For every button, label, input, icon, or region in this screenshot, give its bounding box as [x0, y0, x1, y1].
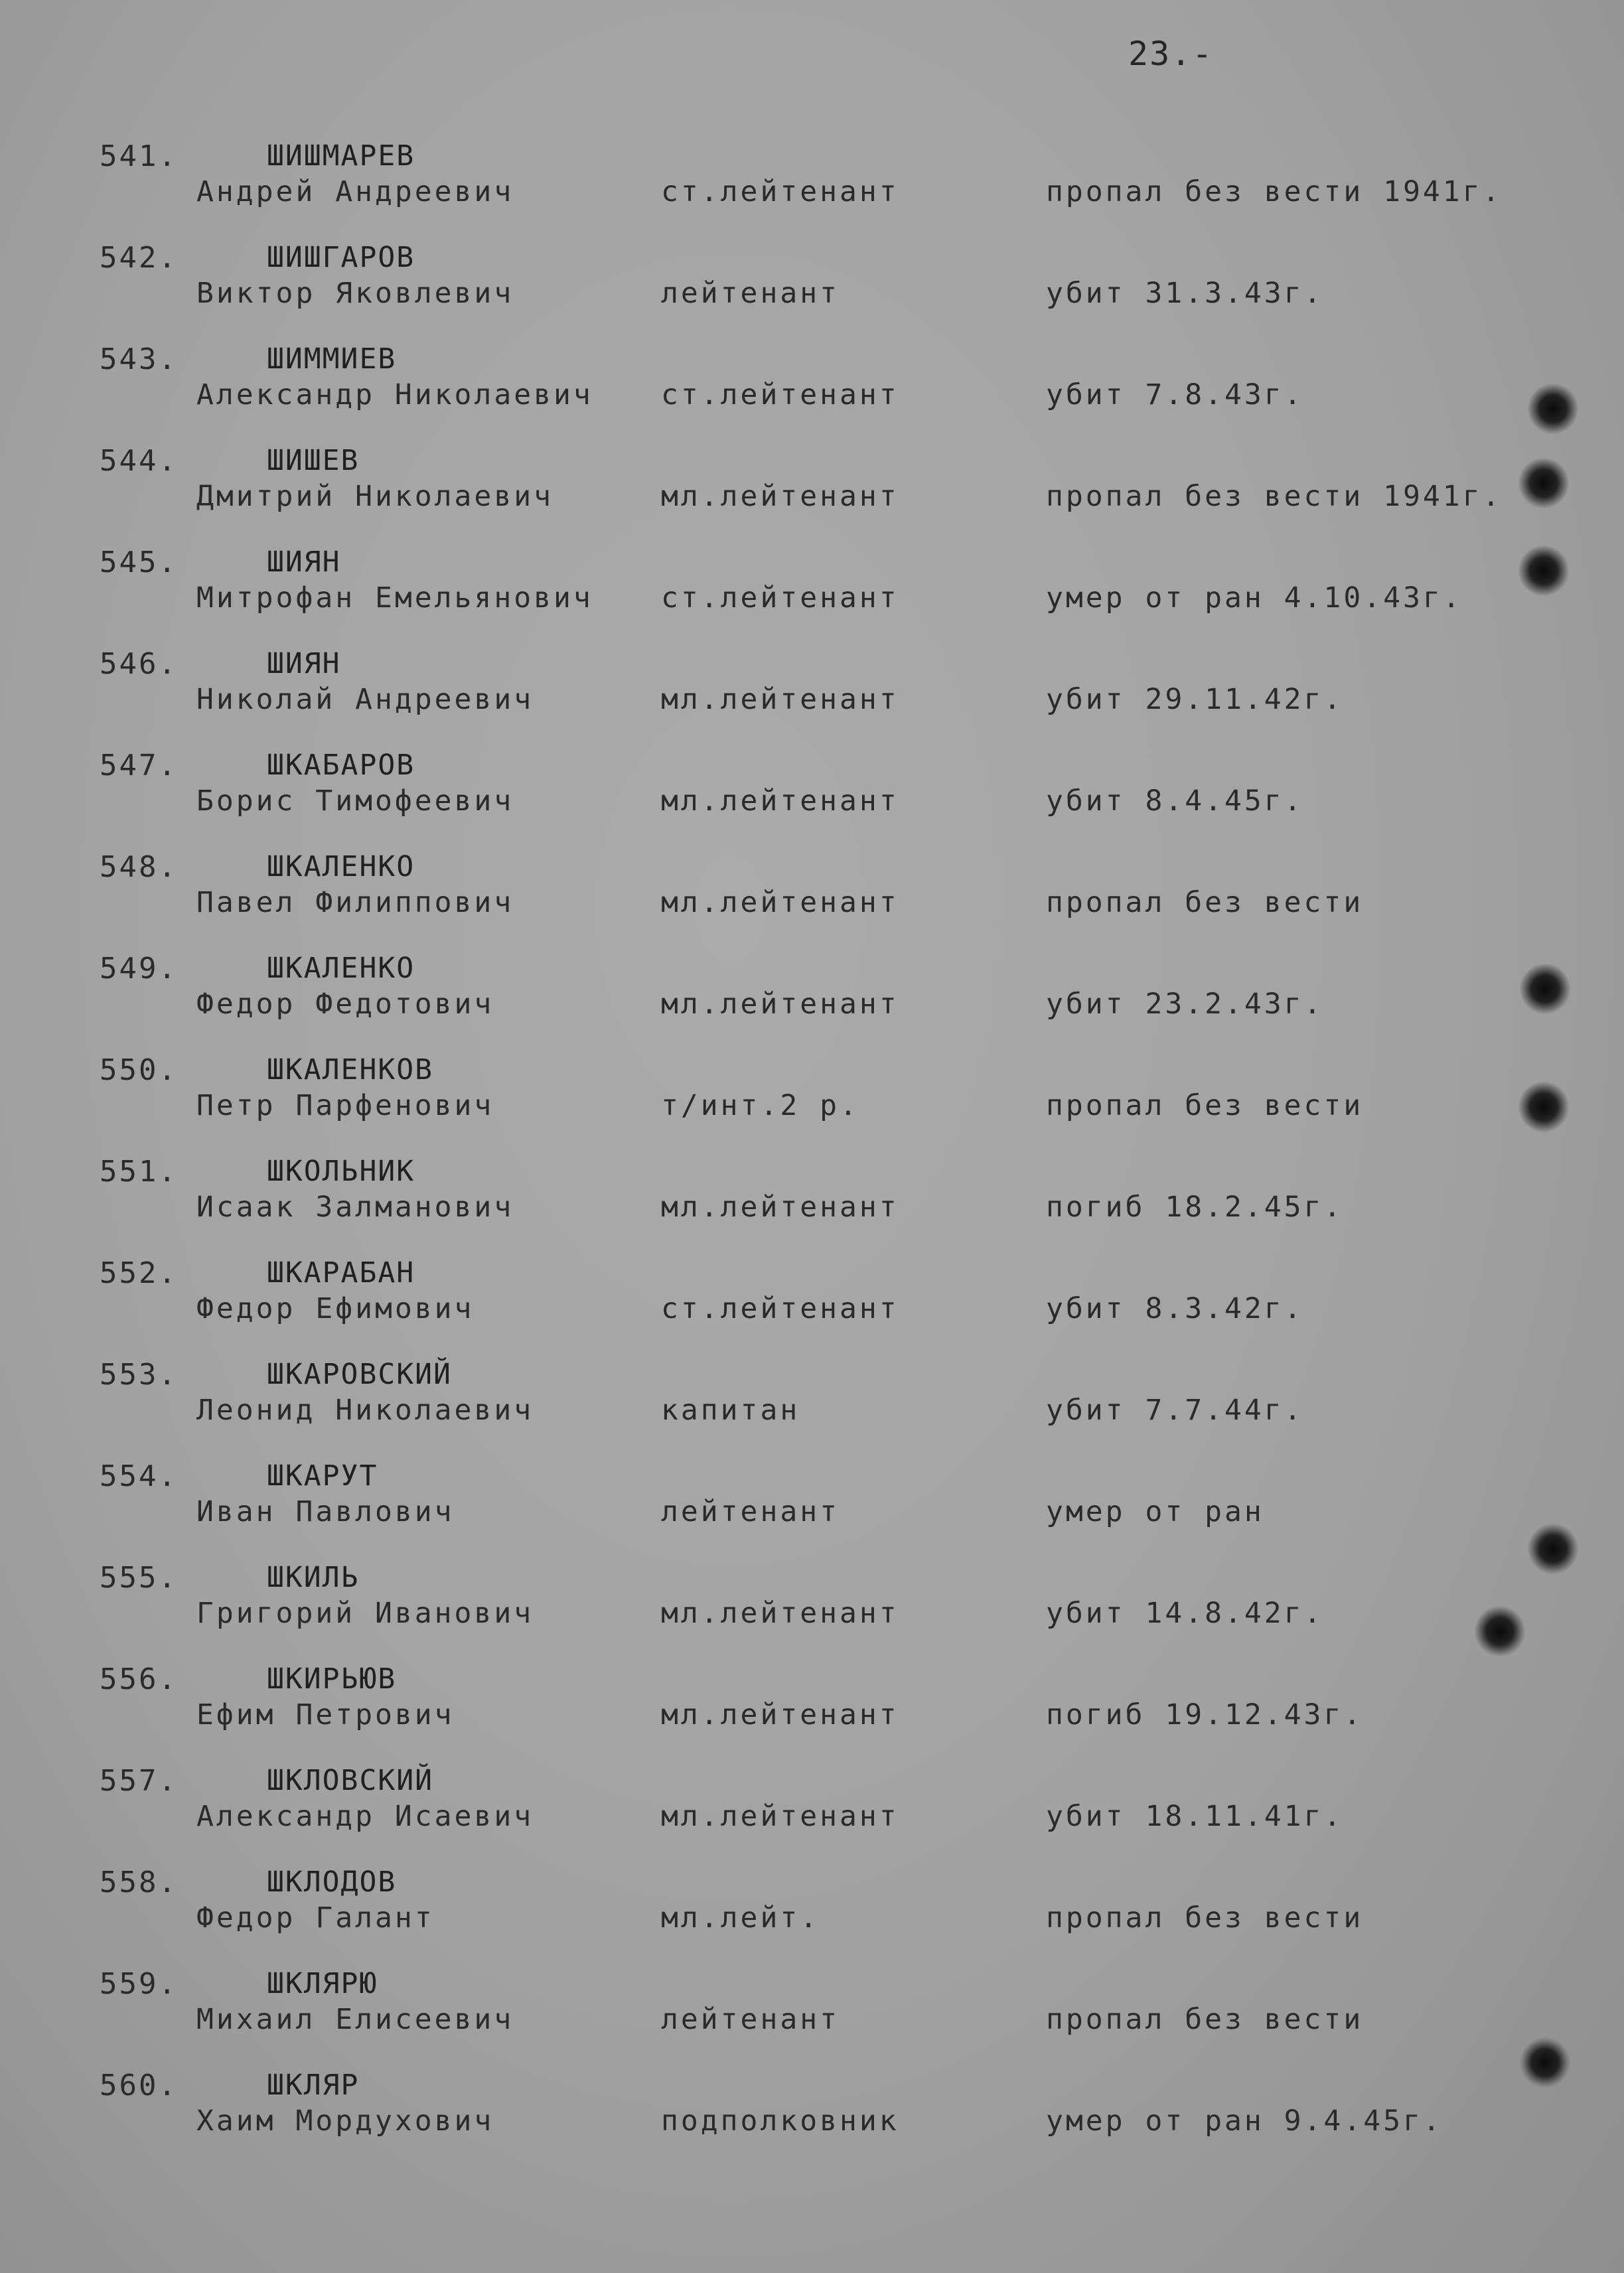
list-entry — [0, 741, 1624, 842]
entry-number: 555. — [100, 1561, 178, 1595]
entry-given-name: Александр Исаевич — [196, 1800, 534, 1833]
entry-rank: мл.лейт. — [661, 1901, 820, 1935]
entry-fate: убит 14.8.42г. — [1046, 1597, 1324, 1630]
entry-surname: ШИШГАРОВ — [267, 241, 415, 274]
entry-given-name: Митрофан Емельянович — [196, 581, 593, 615]
entry-rank: мл.лейтенант — [661, 1597, 899, 1630]
list-entry — [0, 1248, 1624, 1350]
entry-number: 551. — [100, 1155, 178, 1189]
entry-rank: ст.лейтенант — [661, 1292, 899, 1325]
list-entry — [0, 944, 1624, 1045]
entry-surname: ШИММИЕВ — [267, 342, 397, 376]
entry-surname: ШКАЛЕНКО — [267, 850, 415, 883]
entry-surname: ШИЯН — [267, 546, 341, 579]
list-entry — [0, 842, 1624, 944]
entry-number: 560. — [100, 2069, 178, 2102]
entry-given-name: Исаак Залманович — [196, 1191, 514, 1224]
entry-rank: т/инт.2 р. — [661, 1089, 859, 1122]
punch-hole — [1518, 458, 1569, 508]
list-entry — [0, 1045, 1624, 1147]
entry-rank: мл.лейтенант — [661, 480, 899, 513]
entry-number: 542. — [100, 241, 178, 275]
entry-rank: мл.лейтенант — [661, 784, 899, 818]
punch-hole — [1518, 546, 1569, 596]
punch-hole — [1528, 384, 1578, 434]
entry-surname: ШИЯН — [267, 647, 341, 680]
list-entry — [0, 436, 1624, 538]
entry-surname: ШКАЛЕНКОВ — [267, 1053, 433, 1086]
entry-surname: ШКАБАРОВ — [267, 749, 415, 782]
entry-number: 553. — [100, 1358, 178, 1392]
entry-fate: погиб 19.12.43г. — [1046, 1698, 1364, 1731]
entry-surname: ШКЛОВСКИЙ — [267, 1764, 433, 1797]
entry-number: 544. — [100, 444, 178, 478]
entry-surname: ШКАРУТ — [267, 1459, 378, 1493]
entry-rank: ст.лейтенант — [661, 581, 899, 615]
entry-number: 552. — [100, 1256, 178, 1290]
entry-given-name: Федор Ефимович — [196, 1292, 475, 1325]
entry-number: 541. — [100, 139, 178, 173]
entry-given-name: Борис Тимофеевич — [196, 784, 514, 818]
entry-fate: убит 23.2.43г. — [1046, 988, 1324, 1021]
list-entry — [0, 131, 1624, 233]
entry-fate: умер от ран — [1046, 1495, 1264, 1528]
entry-number: 559. — [100, 1967, 178, 2001]
entry-given-name: Григорий Иванович — [196, 1597, 534, 1630]
entry-given-name: Дмитрий Николаевич — [196, 480, 554, 513]
page-number: 23.- — [1128, 35, 1214, 73]
list-entry — [0, 1350, 1624, 1451]
entry-surname: ШКЛЯРЮ — [267, 1967, 378, 2000]
entry-given-name: Федор Галант — [196, 1901, 435, 1935]
entry-given-name: Николай Андреевич — [196, 683, 534, 716]
entry-number: 557. — [100, 1764, 178, 1798]
list-entry — [0, 1654, 1624, 1756]
entry-fate: убит 8.3.42г. — [1046, 1292, 1304, 1325]
entry-rank: мл.лейтенант — [661, 1191, 899, 1224]
entry-rank: мл.лейтенант — [661, 1800, 899, 1833]
list-entry — [0, 538, 1624, 639]
entry-rank: ст.лейтенант — [661, 378, 899, 411]
entry-surname: ШКИРЬЮВ — [267, 1662, 397, 1696]
entry-number: 543. — [100, 342, 178, 376]
punch-hole — [1520, 964, 1570, 1014]
list-entry — [0, 1959, 1624, 2061]
list-entry — [0, 1147, 1624, 1248]
entry-fate: убит 18.11.41г. — [1046, 1800, 1344, 1833]
entry-surname: ШИШМАРЕВ — [267, 139, 415, 173]
entry-fate: пропал без вести — [1046, 1089, 1364, 1122]
list-entry — [0, 1553, 1624, 1654]
entry-rank: лейтенант — [661, 1495, 840, 1528]
entry-rank: мл.лейтенант — [661, 886, 899, 919]
entry-number: 545. — [100, 546, 178, 579]
entry-rank: лейтенант — [661, 277, 840, 310]
punch-hole — [1518, 1082, 1569, 1132]
entry-rank: мл.лейтенант — [661, 1698, 899, 1731]
entry-given-name: Хаим Мордухович — [196, 2104, 494, 2138]
entry-surname: ШКЛЯР — [267, 2069, 360, 2102]
entry-given-name: Александр Николаевич — [196, 378, 593, 411]
entry-fate: умер от ран 9.4.45г. — [1046, 2104, 1443, 2138]
entry-fate: убит 7.7.44г. — [1046, 1394, 1304, 1427]
entry-fate: пропал без вести — [1046, 886, 1364, 919]
entry-number: 554. — [100, 1459, 178, 1493]
entry-number: 548. — [100, 850, 178, 884]
list-entry — [0, 639, 1624, 741]
entry-given-name: Андрей Андреевич — [196, 175, 514, 208]
entry-fate: погиб 18.2.45г. — [1046, 1191, 1344, 1224]
casualty-list — [0, 131, 1624, 2162]
entry-fate: убит 8.4.45г. — [1046, 784, 1304, 818]
entry-surname: ШКАЛЕНКО — [267, 952, 415, 985]
entry-fate: пропал без вести — [1046, 1901, 1364, 1935]
entry-surname: ШКИЛЬ — [267, 1561, 360, 1594]
list-entry — [0, 1756, 1624, 1858]
entry-rank: мл.лейтенант — [661, 988, 899, 1021]
entry-surname: ШКАРАБАН — [267, 1256, 415, 1289]
list-entry — [0, 1858, 1624, 1959]
entry-number: 546. — [100, 647, 178, 681]
entry-number: 549. — [100, 952, 178, 986]
punch-hole — [1520, 2037, 1570, 2088]
punch-hole — [1528, 1524, 1578, 1574]
entry-given-name: Павел Филиппович — [196, 886, 514, 919]
entry-surname: ШКОЛЬНИК — [267, 1155, 415, 1188]
entry-rank: мл.лейтенант — [661, 683, 899, 716]
entry-fate: пропал без вести 1941г. — [1046, 175, 1503, 208]
entry-fate: пропал без вести — [1046, 2003, 1364, 2036]
entry-given-name: Иван Павлович — [196, 1495, 455, 1528]
entry-given-name: Петр Парфенович — [196, 1089, 494, 1122]
entry-fate: убит 7.8.43г. — [1046, 378, 1304, 411]
entry-fate: убит 31.3.43г. — [1046, 277, 1324, 310]
entry-number: 550. — [100, 1053, 178, 1087]
punch-hole — [1475, 1606, 1525, 1656]
entry-given-name: Леонид Николаевич — [196, 1394, 534, 1427]
entry-surname: ШКАРОВСКИЙ — [267, 1358, 452, 1391]
list-entry — [0, 1451, 1624, 1553]
entry-rank: капитан — [661, 1394, 800, 1427]
entry-given-name: Виктор Яковлевич — [196, 277, 514, 310]
entry-number: 556. — [100, 1662, 178, 1696]
entry-rank: подполковник — [661, 2104, 899, 2138]
entry-surname: ШИШЕВ — [267, 444, 360, 477]
entry-given-name: Михаил Елисеевич — [196, 2003, 514, 2036]
entry-number: 558. — [100, 1866, 178, 1899]
list-entry — [0, 334, 1624, 436]
entry-number: 547. — [100, 749, 178, 782]
entry-rank: ст.лейтенант — [661, 175, 899, 208]
entry-given-name: Ефим Петрович — [196, 1698, 455, 1731]
entry-rank: лейтенант — [661, 2003, 840, 2036]
entry-surname: ШКЛОДОВ — [267, 1866, 397, 1899]
list-entry — [0, 2061, 1624, 2162]
entry-fate: умер от ран 4.10.43г. — [1046, 581, 1463, 615]
entry-given-name: Федор Федотович — [196, 988, 494, 1021]
entry-fate: пропал без вести 1941г. — [1046, 480, 1503, 513]
list-entry — [0, 233, 1624, 334]
entry-fate: убит 29.11.42г. — [1046, 683, 1344, 716]
